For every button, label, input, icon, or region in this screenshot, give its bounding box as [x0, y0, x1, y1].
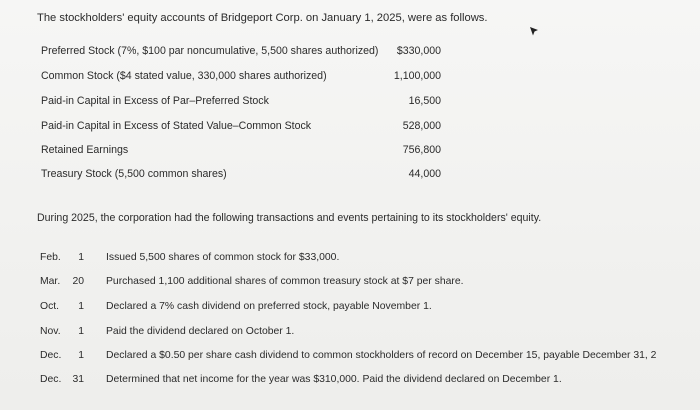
- transaction-row: [40, 350, 700, 368]
- transaction-month: Dec.: [40, 374, 62, 385]
- transaction-month: Oct.: [40, 301, 60, 312]
- account-name: Retained Earnings: [41, 144, 129, 156]
- account-row-pic-common: [41, 120, 441, 138]
- transaction-month: Nov.: [40, 326, 61, 337]
- transaction-day: 1: [78, 326, 84, 337]
- account-name: Common Stock ($4 stated value, 330,000 shares authorized): [41, 70, 327, 82]
- transaction-description: Determined that net income for the year was $310,000. Paid the dividend declared on December 1.: [106, 374, 562, 385]
- account-value: 44,000: [408, 168, 441, 180]
- account-row-common-stock: [41, 70, 441, 88]
- transaction-description: Issued 5,500 shares of common stock for $33,000.: [106, 252, 340, 263]
- account-name: Paid-in Capital in Excess of Par–Preferred Stock: [41, 95, 269, 107]
- transaction-row: [40, 374, 700, 392]
- transaction-month: Dec.: [40, 350, 62, 361]
- account-value: 1,100,000: [393, 70, 441, 82]
- mouse-pointer-icon: [529, 26, 539, 38]
- account-name: Preferred Stock (7%, $100 par noncumulative, 5,500 shares authorized): [41, 45, 379, 57]
- account-row-retained-earnings: [41, 144, 441, 162]
- account-value: 528,000: [402, 120, 441, 132]
- intro-text: The stockholders' equity accounts of Bridgeport Corp. on January 1, 2025, were as follows.: [37, 12, 488, 24]
- transaction-description: Declared a 7% cash dividend on preferred stock, payable November 1.: [106, 301, 432, 312]
- transaction-description: Purchased 1,100 additional shares of common treasury stock at $7 per share.: [106, 276, 464, 287]
- account-row-treasury-stock: [41, 168, 441, 186]
- transactions-intro-text: During 2025, the corporation had the following transactions and events pertaining to its stockholders' equity.: [37, 212, 542, 224]
- transaction-row: [40, 276, 700, 294]
- account-name: Paid-in Capital in Excess of Stated Value–Common Stock: [41, 120, 312, 132]
- transaction-row: [40, 252, 700, 270]
- account-value: 756,800: [402, 144, 441, 156]
- transaction-month: Feb.: [40, 252, 61, 263]
- transaction-description: Paid the dividend declared on October 1.: [106, 326, 295, 337]
- transaction-day: 1: [78, 301, 84, 312]
- transaction-day: 31: [72, 374, 84, 385]
- account-row-preferred-stock: [41, 45, 441, 63]
- account-value: 16,500: [408, 95, 441, 107]
- transaction-row: [40, 326, 700, 344]
- transaction-day: 1: [78, 350, 84, 361]
- account-name: Treasury Stock (5,500 common shares): [41, 168, 227, 180]
- transaction-month: Mar.: [40, 276, 61, 287]
- account-row-pic-preferred: [41, 95, 441, 113]
- transaction-day: 1: [78, 252, 84, 263]
- transaction-row: [40, 301, 700, 319]
- transaction-day: 20: [72, 276, 84, 287]
- transaction-description: Declared a $0.50 per share cash dividend to common stockholders of record on December 15, payable December 31, 2: [106, 350, 657, 361]
- account-value: $330,000: [396, 45, 441, 57]
